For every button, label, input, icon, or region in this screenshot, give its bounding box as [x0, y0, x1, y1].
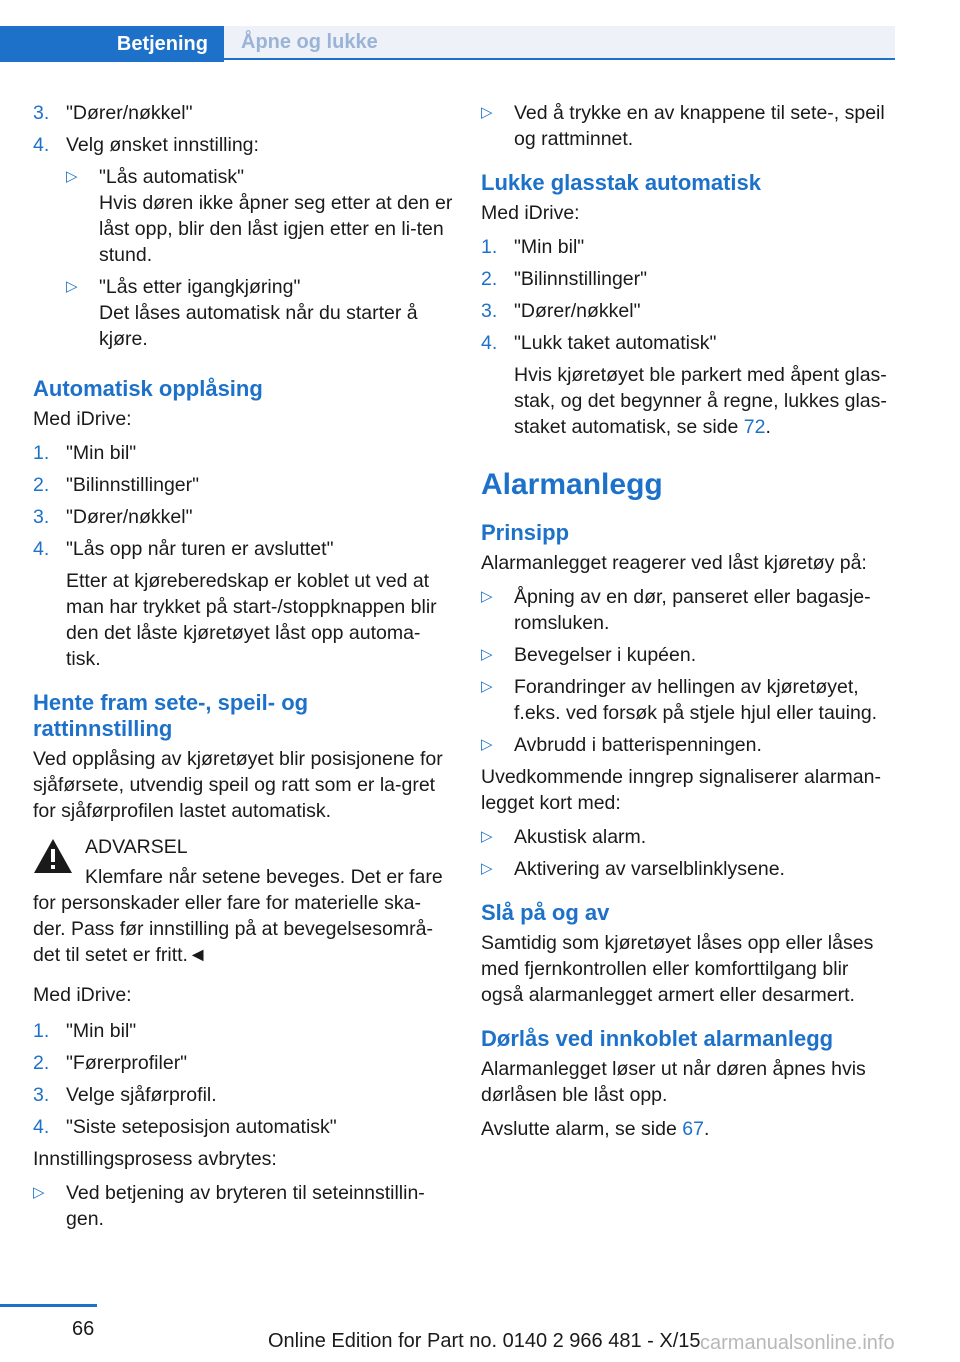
- list-item: [481, 100, 896, 152]
- section-intro: Med iDrive:: [33, 984, 132, 1006]
- warning-text-continued: for personskader eller fare for materielle ska‐der. Pass før innstilling på at bevegelsesområ‐det til setet er fritt.◄: [33, 892, 433, 966]
- list-text: "Min bil": [66, 442, 137, 464]
- list-text: Akustisk alarm.: [514, 826, 647, 848]
- list-desc: Hvis kjøretøyet ble parkert med åpent glas‐stak, og det begynner å regne, lukkes glas‐staket automatisk, se side 72.: [514, 364, 887, 438]
- list-text: "Lås opp når turen er avsluttet": [66, 538, 334, 560]
- section-text: Samtidig som kjøretøyet låses opp eller låses med fjernkontrollen eller komforttilgang blir også alarmanlegget armert eller desarmert.: [481, 932, 874, 1006]
- list-item: [33, 1082, 453, 1108]
- sub-list-item: [66, 164, 453, 268]
- list-item: [481, 584, 896, 636]
- right-column: [481, 100, 896, 1150]
- list-item: [33, 504, 453, 530]
- section-heading: Dørlås ved innkoblet alarmanlegg: [481, 1026, 834, 1051]
- list-number: 1.: [33, 442, 50, 464]
- left-column: [33, 100, 453, 1238]
- sub-item-desc: Det låses automatisk når du starter å kjøre.: [99, 302, 418, 350]
- warning-text: Klemfare når setene beveges. Det er fare: [85, 866, 443, 888]
- list-item: [481, 856, 896, 882]
- list-item: [33, 1050, 453, 1076]
- list-text: Velge sjåførprofil.: [66, 1084, 217, 1106]
- list-item: [481, 298, 896, 324]
- triangle-bullet-icon: ▷: [481, 860, 493, 877]
- list-text: "Dører/nøkkel": [66, 102, 193, 124]
- list-number: 4.: [481, 332, 498, 354]
- list-text: Velg ønsket innstilling:: [66, 134, 259, 156]
- section-text: Uvedkommende inngrep signaliserer alarman‐legget kort med:: [481, 766, 881, 814]
- list-text: "Min bil": [66, 1020, 137, 1042]
- list-desc: Etter at kjøreberedskap er koblet ut ved at man har trykket på start-/stoppknappen blir den det låste kjøretøyet låst opp automa‐tisk.: [66, 570, 437, 670]
- list-item: [33, 1114, 453, 1140]
- list-text: "Bilinnstillinger": [514, 268, 648, 290]
- list-number: 3.: [33, 1084, 50, 1106]
- list-number: 3.: [481, 300, 498, 322]
- list-item: [33, 472, 453, 498]
- list-item: [33, 1180, 453, 1232]
- list-item: [33, 536, 453, 672]
- page-header: [0, 26, 895, 62]
- triangle-bullet-icon: ▷: [66, 168, 78, 185]
- list-item: [481, 674, 896, 726]
- sub-list-item: [66, 274, 453, 352]
- tab-betjening[interactable]: Betjening: [0, 26, 224, 62]
- tab-apne-og-lukke[interactable]: Åpne og lukke: [224, 26, 895, 60]
- list-item: [481, 266, 896, 292]
- list-number: 4.: [33, 538, 50, 560]
- list-item: [481, 824, 896, 850]
- section-text: Ved opplåsing av kjøretøyet blir posisjonene for sjåførsete, utvendig speil og ratt som er la‐gret for sjåførprofilen lastet automatisk.: [33, 748, 443, 822]
- page-number: 66: [72, 1318, 95, 1340]
- list-number: 3.: [33, 506, 50, 528]
- list-number: 1.: [33, 1020, 50, 1042]
- list-item: [33, 440, 453, 466]
- list-item: [481, 330, 896, 440]
- section-heading: Slå på og av: [481, 900, 610, 925]
- footer-edition: Online Edition for Part no. 0140 2 966 481 - X/15: [268, 1330, 701, 1352]
- list-item: [481, 732, 896, 758]
- triangle-bullet-icon: ▷: [481, 646, 493, 663]
- section-text: Alarmanlegget løser ut når døren åpnes hvis dørlåsen ble låst opp.: [481, 1058, 866, 1106]
- sub-item-desc: Hvis døren ikke åpner seg etter at den er låst opp, blir den låst igjen etter en li‐ten stund.: [99, 192, 453, 266]
- triangle-bullet-icon: ▷: [66, 278, 78, 295]
- list-item: [33, 100, 453, 126]
- list-text: "Førerprofiler": [66, 1052, 188, 1074]
- list-text: Åpning av en dør, panseret eller bagasje‐romsluken.: [514, 586, 871, 634]
- warning-title: ADVARSEL: [85, 836, 188, 858]
- list-number: 2.: [33, 1052, 50, 1074]
- abort-text: Innstillingsprosess avbrytes:: [33, 1148, 277, 1170]
- triangle-bullet-icon: ▷: [481, 588, 493, 605]
- triangle-bullet-icon: ▷: [481, 104, 493, 121]
- section-intro: Med iDrive:: [481, 202, 580, 224]
- list-number: 4.: [33, 1116, 50, 1138]
- list-text: Avbrudd i batterispenningen.: [514, 734, 762, 756]
- list-item: [481, 234, 896, 260]
- list-item: [33, 132, 453, 358]
- list-item: [33, 1018, 453, 1044]
- triangle-bullet-icon: ▷: [481, 678, 493, 695]
- list-text: "Lukk taket automatisk": [514, 332, 717, 354]
- section-heading: Lukke glasstak automatisk: [481, 170, 762, 195]
- watermark: carmanualsonline.info: [700, 1332, 895, 1354]
- warning-triangle-icon: [33, 838, 73, 874]
- footer-divider: [0, 1304, 97, 1307]
- list-number: 3.: [33, 102, 50, 124]
- sub-item-title: "Lås etter igangkjøring": [99, 276, 301, 298]
- section-text: Alarmanlegget reagerer ved låst kjøretøy på:: [481, 552, 867, 574]
- list-number: 4.: [33, 134, 50, 156]
- sub-item-title: "Lås automatisk": [99, 166, 244, 188]
- page-link-72[interactable]: 72: [743, 416, 766, 438]
- list-text: "Min bil": [514, 236, 585, 258]
- section-text: Avslutte alarm, se side 67.: [481, 1118, 710, 1140]
- list-text: "Dører/nøkkel": [514, 300, 641, 322]
- triangle-bullet-icon: ▷: [481, 736, 493, 753]
- triangle-bullet-icon: ▷: [33, 1184, 45, 1201]
- list-text: "Dører/nøkkel": [66, 506, 193, 528]
- section-heading: Prinsipp: [481, 520, 570, 545]
- list-text: Ved å trykke en av knappene til sete-, speil og rattminnet.: [514, 102, 885, 150]
- list-text: Bevegelser i kupéen.: [514, 644, 697, 666]
- section-heading: Automatisk opplåsing: [33, 376, 263, 401]
- list-text: Aktivering av varselblinklysene.: [514, 858, 785, 880]
- list-number: 2.: [33, 474, 50, 496]
- list-text: "Bilinnstillinger": [66, 474, 200, 496]
- triangle-bullet-icon: ▷: [481, 828, 493, 845]
- list-text: Forandringer av hellingen av kjøretøyet, f.eks. ved forsøk på stjele hjul eller tauing.: [514, 676, 878, 724]
- warning-box: [33, 834, 453, 890]
- section-intro: Med iDrive:: [33, 408, 132, 430]
- list-item: [481, 642, 896, 668]
- chapter-title: Alarmanlegg: [481, 468, 663, 501]
- list-number: 1.: [481, 236, 498, 258]
- section-heading: Hente fram sete-, speil- og rattinnstilling: [33, 690, 309, 741]
- page-link-67[interactable]: 67: [682, 1118, 704, 1140]
- list-number: 2.: [481, 268, 498, 290]
- list-text: Ved betjening av bryteren til seteinnstillin‐gen.: [66, 1182, 425, 1230]
- list-text: "Siste seteposisjon automatisk": [66, 1116, 337, 1138]
